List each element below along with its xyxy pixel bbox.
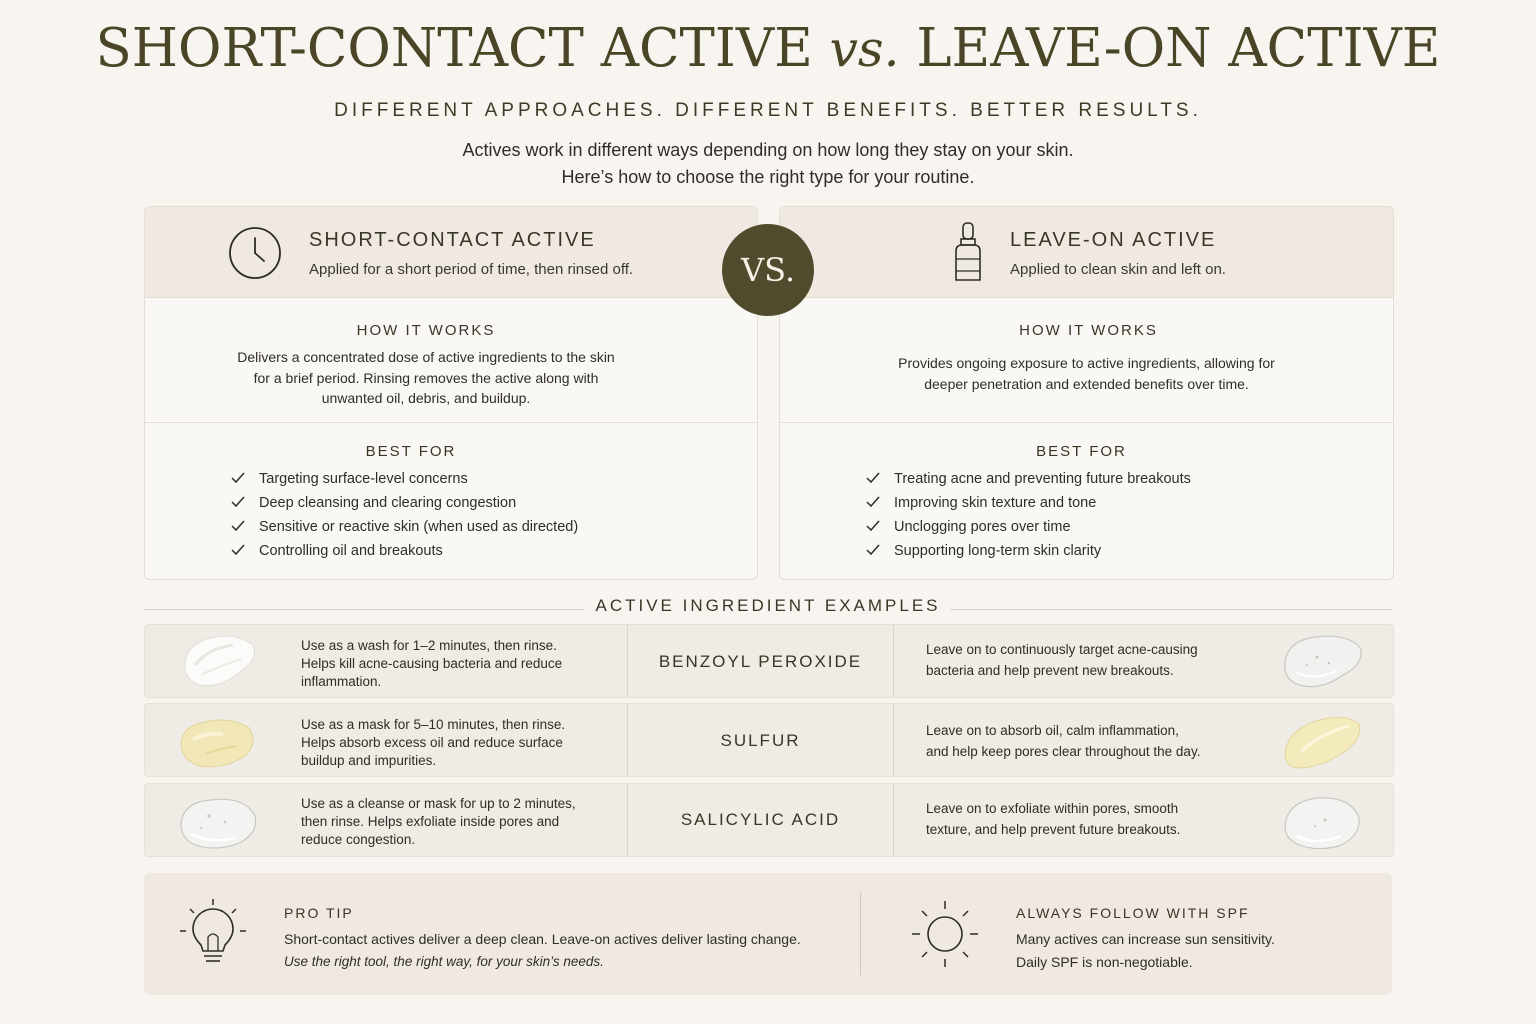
lightbulb-icon (180, 899, 246, 973)
usage-line: texture, and help prevent future breakouts. (926, 821, 1181, 837)
title-vs: vs. (829, 20, 900, 78)
clear-serum-swatch-icon (1279, 790, 1365, 858)
check-icon (231, 471, 245, 491)
list-item-label: Unclogging pores over time (894, 519, 1071, 535)
section-divider (145, 422, 757, 423)
ingredient-name: SULFUR (720, 731, 801, 750)
list-item (231, 493, 578, 517)
examples-title-rule (950, 609, 1392, 610)
check-icon (866, 495, 880, 515)
section-divider (780, 422, 1393, 423)
list-item (866, 541, 1191, 565)
column-divider (893, 704, 894, 776)
list-item (866, 517, 1191, 541)
usage-line: reduce congestion. (301, 832, 416, 847)
how-it-works-label: HOW IT WORKS (1019, 322, 1158, 339)
leave-on-panel (779, 206, 1394, 580)
page-title (0, 18, 1536, 79)
table-row-salicylic-acid (144, 783, 1394, 857)
how-line: Provides ongoing exposure to active ingredients, allowing for (898, 355, 1275, 371)
short-contact-header (145, 207, 757, 298)
best-for-list (866, 469, 1191, 565)
dropper-bottle-icon (950, 221, 986, 289)
how-line: Delivers a concentrated dose of active ingredients to the skin (237, 349, 615, 365)
leave-on-usage (926, 640, 1256, 681)
yellow-cream-swatch-icon (175, 710, 259, 776)
clear-gel-swatch-icon (175, 790, 261, 858)
list-item-label: Targeting surface-level concerns (259, 471, 468, 487)
spf-text: Daily SPF is non-negotiable. (1016, 954, 1193, 970)
examples-title: ACTIVE INGREDIENT EXAMPLES (595, 596, 941, 615)
usage-line: inflammation. (301, 674, 382, 689)
how-line: for a brief period. Rinsing removes the active along with (253, 369, 599, 386)
usage-line: Leave on to continuously target acne-causing (926, 642, 1198, 657)
sun-icon (910, 899, 980, 973)
intro-line: Here’s how to choose the right type for your routine. (561, 167, 975, 187)
list-item-label: Supporting long-term skin clarity (894, 543, 1102, 559)
pro-tip-italic: Use the right tool, the right way, for your skin’s needs. (284, 954, 604, 969)
usage-line: Use as a wash for 1–2 minutes, then rinse. (301, 638, 557, 653)
usage-line: then rinse. Helps exfoliate inside pores and (301, 814, 560, 829)
leave-on-usage (926, 799, 1256, 840)
best-for-list (231, 469, 578, 565)
check-icon (866, 519, 880, 539)
usage-line: buildup and impurities. (301, 753, 437, 768)
intro-text (0, 137, 1536, 191)
short-contact-title: SHORT-CONTACT ACTIVE (309, 229, 596, 251)
usage-line: Leave on to exfoliate within pores, smooth (926, 801, 1179, 816)
list-item-label: Deep cleansing and clearing congestion (259, 495, 517, 511)
usage-line: and help keep pores clear throughout the day. (926, 743, 1201, 759)
short-contact-panel (144, 206, 758, 580)
how-it-works-text (145, 347, 757, 409)
spf-text: Many actives can increase sun sensitivity. (1016, 931, 1275, 947)
usage-line: Use as a cleanse or mask for up to 2 minutes, (301, 796, 576, 811)
best-for-label: BEST FOR (1036, 443, 1127, 460)
leave-on-desc: Applied to clean skin and left on. (1010, 261, 1226, 278)
list-item-label: Sensitive or reactive skin (when used as directed) (259, 519, 579, 535)
usage-line: Helps kill acne-causing bacteria and reduce (301, 656, 563, 671)
title-right: LEAVE-ON ACTIVE (916, 18, 1441, 79)
leave-on-usage (926, 721, 1256, 762)
gel-swatch-icon (1277, 629, 1367, 697)
list-item (866, 493, 1191, 517)
short-contact-desc: Applied for a short period of time, then rinsed off. (309, 261, 634, 278)
yellow-lotion-swatch-icon (1279, 710, 1365, 776)
best-for-label: BEST FOR (365, 443, 457, 460)
spf-label: ALWAYS FOLLOW WITH SPF (1016, 905, 1250, 921)
pro-tip-text: Short-contact actives deliver a deep clean. Leave-on actives deliver lasting change. (284, 931, 801, 947)
usage-line: Leave on to absorb oil, calm inflammation, (926, 723, 1179, 738)
tips-bar (144, 873, 1392, 995)
ingredient-name: BENZOYL PEROXIDE (658, 652, 863, 671)
how-it-works-text (780, 353, 1393, 394)
check-icon (231, 495, 245, 515)
ingredient-name: SALICYLIC ACID (680, 810, 841, 829)
intro-line: Actives work in different ways depending on how long they stay on your skin. (462, 140, 1074, 160)
leave-on-header (780, 207, 1393, 298)
how-line: unwanted oil, debris, and buildup. (321, 390, 531, 406)
table-row-benzoyl-peroxide (144, 624, 1394, 698)
short-contact-usage (301, 637, 601, 691)
leave-on-title: LEAVE-ON ACTIVE (1010, 229, 1217, 251)
column-divider (893, 625, 894, 697)
check-icon (231, 519, 245, 539)
check-icon (231, 543, 245, 563)
table-row-sulfur (144, 703, 1394, 777)
list-item (231, 469, 578, 493)
list-item-label: Improving skin texture and tone (894, 495, 1097, 511)
page-subtitle: DIFFERENT APPROACHES. DIFFERENT BENEFITS. BETTER RESULTS. (334, 100, 1202, 121)
check-icon (866, 471, 880, 491)
vs-badge: VS. (722, 224, 814, 316)
list-item-label: Controlling oil and breakouts (259, 543, 443, 559)
title-left: SHORT-CONTACT ACTIVE (95, 18, 813, 79)
list-item (231, 517, 578, 541)
usage-line: Helps absorb excess oil and reduce surface (301, 735, 563, 750)
list-item-label: Treating acne and preventing future breakouts (894, 471, 1191, 487)
short-contact-usage (301, 716, 601, 770)
clock-icon (227, 225, 283, 285)
column-divider (893, 784, 894, 856)
how-it-works-label: HOW IT WORKS (356, 322, 496, 339)
list-item (866, 469, 1191, 493)
usage-line: bacteria and help prevent new breakouts. (926, 662, 1174, 678)
check-icon (866, 543, 880, 563)
list-item (231, 541, 578, 565)
usage-line: Use as a mask for 5–10 minutes, then rinse. (301, 717, 566, 732)
tips-divider (860, 893, 861, 975)
how-line: deeper penetration and extended benefits over time. (924, 375, 1249, 392)
cream-swatch-icon (177, 629, 261, 697)
pro-tip-label: PRO TIP (284, 905, 354, 921)
short-contact-usage (301, 795, 601, 849)
